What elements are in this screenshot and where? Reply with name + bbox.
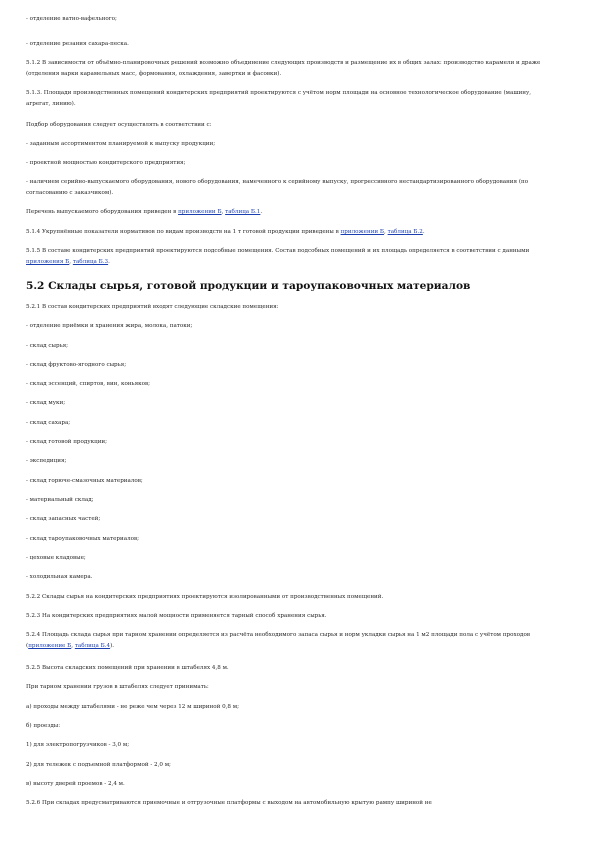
list-item: - склад горюче-смазочных материалов;: [26, 478, 143, 484]
appendix-b-link[interactable]: приложении Б: [340, 229, 385, 235]
paragraph: 5.2.2 Склады сырья на кондитерских предприятиях проектируются изолированными от производственных помещений.: [26, 594, 384, 600]
list-item: в) высоту дверей проемов - 2,4 м.: [26, 781, 125, 787]
list-item: 1) для электропогрузчиков - 3,0 м;: [26, 742, 130, 748]
text: .: [260, 209, 263, 215]
appendix-b-link[interactable]: приложении Б: [178, 209, 222, 215]
appendix-b-link[interactable]: приложения Б: [26, 259, 70, 266]
text: 5.2.4 Площадь склада сырья при тарном хранении определяется из расчёта необходимого запаса сырья и норм укладки сырья на 1 м2 площади пола с учётом проходов (: [26, 632, 530, 650]
list-item: - склад готовой продукции;: [26, 439, 108, 445]
table-b2-link[interactable]: таблица Б.2: [387, 229, 423, 235]
list-item: б) проезды:: [26, 723, 61, 729]
paragraph: 5.1.3. Площади производственных помещений кондитерских предприятий проектируются с учётом норм площади на основное технологическое оборудование (машину, агрегат, линию).: [26, 90, 532, 108]
text: 5.1.5 В составе кондитерских предприятий проектируются подсобные помещения. Состав подсобных помещений и их площадь определяется в соответствии с данными: [26, 248, 530, 254]
text: ,: [221, 209, 226, 215]
paragraph: [26, 227, 546, 238]
list-item: - склад сырья;: [26, 343, 69, 349]
list-item: - цеховые кладовые;: [26, 555, 86, 561]
list-item: - наличием серийно-выпускаемого оборудования, нового оборудования, намеченного к серийному выпуску, прогрессивного нестандартизированного оборудования (по согласованию с заказчиком).: [26, 179, 529, 197]
paragraph: [26, 246, 546, 269]
list-item: - склад фруктово-ягодного сырья;: [26, 362, 127, 368]
paragraph: [26, 207, 546, 218]
list-item: - экспедиция;: [26, 458, 67, 464]
list-item: - отделение ватно-вафельного;: [26, 16, 117, 22]
table-b3-link[interactable]: таблица Б.3: [72, 259, 109, 266]
table-b1-link[interactable]: таблица Б.1: [225, 209, 261, 215]
text: ).: [110, 643, 115, 650]
list-item: - склад тароупаковочных материалов;: [26, 536, 140, 542]
paragraph: 5.2.6 При складах предусматриваются приемочные и отгрузочные платформы с выходом на автомобильную крытую рампу шириной не: [26, 800, 432, 806]
list-item: - склад запасных частей;: [26, 516, 101, 522]
text: 5.1.4 Укрупнённые показатели нормативов по видам производств на 1 т готовой продукции приведены в: [26, 229, 341, 235]
paragraph: [26, 630, 546, 653]
text: ,: [69, 259, 73, 266]
table-b4-link[interactable]: таблица Б.4: [74, 643, 111, 650]
paragraph: Подбор оборудования следует осуществлять в соответствии с:: [26, 122, 212, 128]
text: ,: [71, 643, 75, 650]
list-item: - склад сахара;: [26, 420, 71, 426]
list-item: - материальный склад;: [26, 497, 94, 503]
appendix-b-link[interactable]: приложение Б: [28, 643, 72, 650]
list-item: - отделение приёмки и хранения жира, молока, патоки;: [26, 323, 193, 329]
text: .: [422, 229, 425, 235]
list-item: а) проходы между штабелями - не реже чем через 12 м шириной 0,8 м;: [26, 704, 239, 710]
list-item: - холодильная камера.: [26, 574, 93, 580]
text: ,: [384, 229, 388, 235]
list-item: - заданным ассортиментом планируемой к выпуску продукции;: [26, 141, 216, 147]
paragraph: При тарном хранении грузов в штабелях следует принимать:: [26, 684, 209, 690]
paragraph: 5.2.3 На кондитерских предприятиях малой мощности применяется тарный способ хранения сырья.: [26, 613, 327, 619]
list-item: 2) для тележек с подъемной платформой - 2,0 м;: [26, 762, 171, 768]
list-item: - проектной мощностью кондитерского предприятия;: [26, 160, 186, 166]
list-item: - отделение резания сахара-песка.: [26, 41, 129, 47]
text: .: [108, 259, 110, 266]
paragraph: 5.1.2 В зависимости от объёмно-планировочных решений возможно объединение следующих производств и размещение их в общих залах: производство карамели и драже (отделения варки карамельных масс, формования, охлаждения, завертки и фасовки).: [26, 60, 541, 78]
paragraph: 5.2.5 Высота складских помещений при хранении в штабелях 4,8 м.: [26, 665, 229, 671]
text: Перечень выпускаемого оборудования приведен в: [26, 209, 179, 215]
paragraph: 5.2.1 В состав кондитерских предприятий входят следующие складские помещения:: [26, 304, 279, 310]
list-item: - склад эссенций, спиртов, вин, коньяков;: [26, 381, 151, 387]
list-item: - склад муки;: [26, 400, 66, 406]
section-heading: 5.2 Склады сырья, готовой продукции и тароупаковочных материалов: [26, 280, 471, 292]
